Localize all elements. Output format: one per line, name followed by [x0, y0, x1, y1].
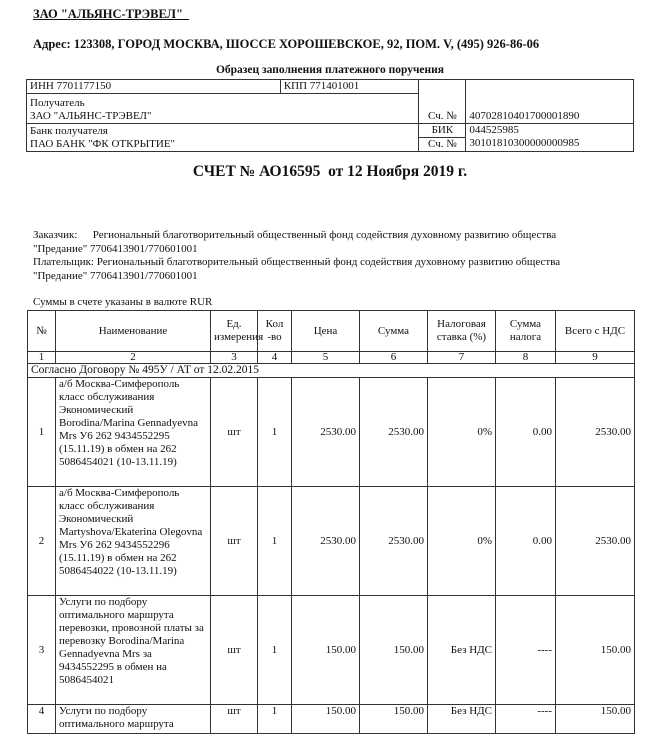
- row-sum: 150.00: [360, 596, 428, 705]
- row-tax-rate: Без НДС: [428, 596, 496, 705]
- table-row: [28, 705, 635, 734]
- col-number: 9: [556, 352, 635, 364]
- customer-text: Региональный благотворительный общественный фонд содействия духовному развитию общества: [92, 229, 557, 241]
- col-sum-header: Сумма: [360, 311, 428, 352]
- invoice-title: СЧЕТ № АО16595 от 12 Ноября 2019 г.: [192, 163, 468, 180]
- row-price: 2530.00: [292, 378, 360, 487]
- row-sum: 2530.00: [360, 487, 428, 596]
- column-number-row: [28, 352, 635, 364]
- company-name: ЗАО "АЛЬЯНС-ТРЭВЕЛ": [33, 7, 190, 21]
- row-tax-rate: 0%: [428, 487, 496, 596]
- row-unit: шт: [211, 487, 258, 596]
- payer-text-2: "Предание" 7706413901/770601001: [33, 269, 198, 282]
- payer-label: Плательщик:: [33, 256, 94, 268]
- row-total: 150.00: [556, 596, 635, 705]
- col-number: 6: [360, 352, 428, 364]
- bik-corr-values: [466, 124, 634, 152]
- customer-text-2: "Предание" 7706413901/770601001: [33, 242, 198, 255]
- row-unit: шт: [211, 596, 258, 705]
- table-row: [28, 596, 635, 705]
- row-sum: 150.00: [360, 705, 428, 734]
- col-number: 5: [292, 352, 360, 364]
- payment-details-table: [26, 79, 634, 152]
- account-value: 40702810401700001890: [466, 80, 634, 124]
- col-number: 7: [428, 352, 496, 364]
- table-row: [28, 487, 635, 596]
- row-qty: 1: [258, 378, 292, 487]
- row-no: 2: [28, 487, 56, 596]
- row-no: 1: [28, 378, 56, 487]
- col-number: 2: [56, 352, 211, 364]
- row-tax-sum: ----: [496, 705, 556, 734]
- row-tax-sum: 0.00: [496, 487, 556, 596]
- col-tax-sum-header: Сумма налога: [496, 311, 556, 352]
- col-total-header: Всего с НДС: [556, 311, 635, 352]
- inn-cell: ИНН 7701177150: [27, 80, 281, 94]
- row-name: а/б Москва-Симферополь класс обслуживания Экономический Martyshova/Ekaterina Olegovna Mrs У6 262 9434552296 (15.11.19) в обмен на 262 5086454022 (10-13.11.19): [56, 487, 211, 596]
- parties-block: [33, 229, 633, 283]
- row-tax-sum: 0.00: [496, 378, 556, 487]
- recipient-cell: [27, 94, 419, 124]
- company-address: Адрес: 123308, ГОРОД МОСКВА, ШОССЕ ХОРОШЕВСКОЕ, 92, ПОМ. V, (495) 926-86-06: [33, 37, 540, 51]
- recipient-label: Получатель: [30, 97, 85, 109]
- row-qty: 1: [258, 596, 292, 705]
- corr-account-value: 30101810300000000985: [469, 137, 580, 149]
- row-name: Услуги по подбору оптимального маршрута перевозки, провозной платы за перевозку Borodina/Marina Gennadyevna Mrs за 9434552295 в обмен на 5086454021: [56, 596, 211, 705]
- row-total: 2530.00: [556, 487, 635, 596]
- contract-group-label: Согласно Договору № 495У / АТ от 12.02.2015: [28, 364, 635, 378]
- col-number: 4: [258, 352, 292, 364]
- contract-group-row: [28, 364, 635, 378]
- payment-sample-title: Образец заполнения платежного поручения: [215, 64, 445, 76]
- row-qty: 1: [258, 705, 292, 734]
- bik-label: БИК: [419, 124, 466, 138]
- account-label: Сч. №: [419, 80, 466, 124]
- table-row: [28, 378, 635, 487]
- row-price: 2530.00: [292, 487, 360, 596]
- col-name-header: Наименование: [56, 311, 211, 352]
- header-row: [28, 311, 635, 352]
- row-sum: 2530.00: [360, 378, 428, 487]
- row-unit: шт: [211, 378, 258, 487]
- row-price: 150.00: [292, 596, 360, 705]
- currency-note: Суммы в счете указаны в валюте RUR: [33, 296, 213, 308]
- bik-value: 044525985: [469, 124, 519, 136]
- bank-label: Банк получателя: [30, 125, 108, 137]
- row-no: 3: [28, 596, 56, 705]
- col-price-header: Цена: [292, 311, 360, 352]
- col-number: 8: [496, 352, 556, 364]
- col-qty-header: Кол -во: [258, 311, 292, 352]
- row-tax-sum: ----: [496, 596, 556, 705]
- invoice-items-table: [27, 310, 635, 734]
- bank-cell: [27, 124, 419, 152]
- row-name: а/б Москва-Симферополь класс обслуживания Экономический Borodina/Marina Gennadyevna Mrs У6 262 9434552295 (15.11.19) в обмен на 262 5086454021 (10-13.11.19): [56, 378, 211, 487]
- payer-text: Региональный благотворительный общественный фонд содействия духовному развитию общества: [96, 256, 561, 268]
- row-total: 150.00: [556, 705, 635, 734]
- col-number: 3: [211, 352, 258, 364]
- col-number: 1: [28, 352, 56, 364]
- customer-label: Заказчик:: [33, 229, 78, 241]
- kpp-cell: КПП 771401001: [280, 80, 419, 94]
- col-tax-rate-header: Налоговая ставка (%): [428, 311, 496, 352]
- row-no: 4: [28, 705, 56, 734]
- customer-line: [33, 229, 633, 243]
- row-total: 2530.00: [556, 378, 635, 487]
- row-name: Услуги по подбору оптимального маршрута: [56, 705, 211, 734]
- recipient-name: ЗАО "АЛЬЯНС-ТРЭВЕЛ": [30, 110, 152, 122]
- row-price: 150.00: [292, 705, 360, 734]
- row-tax-rate: Без НДС: [428, 705, 496, 734]
- bank-name: ПАО БАНК "ФК ОТКРЫТИЕ": [30, 138, 176, 150]
- corr-account-label: Сч. №: [419, 138, 466, 152]
- row-tax-rate: 0%: [428, 378, 496, 487]
- row-unit: шт: [211, 705, 258, 734]
- col-no-header: №: [28, 311, 56, 352]
- col-unit-header: Ед. измерения: [211, 311, 258, 352]
- payer-line: [33, 256, 633, 270]
- row-qty: 1: [258, 487, 292, 596]
